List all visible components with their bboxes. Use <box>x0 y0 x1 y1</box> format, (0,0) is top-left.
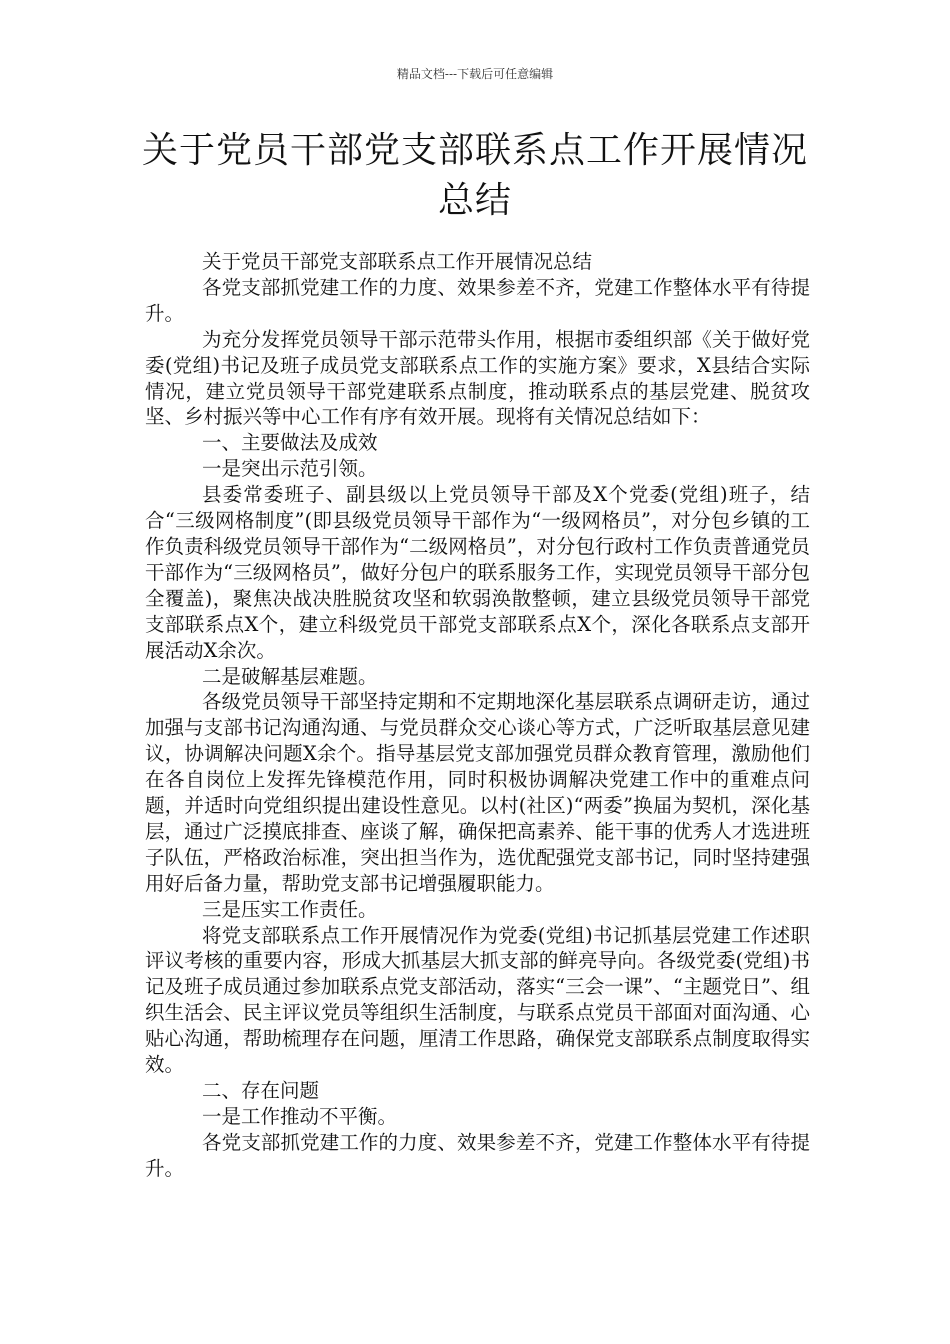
subsection-heading: 二是破解基层难题。 <box>202 664 378 688</box>
paragraph-intro-heading: 关于党员干部党支部联系点工作开展情况总结 <box>202 250 593 273</box>
paragraph: 各党支部抓党建工作的力度、效果参差不齐，党建工作整体水平有待提升。 <box>145 275 810 325</box>
section-heading: 一、主要做法及成效 <box>202 431 378 455</box>
paragraph: 为充分发挥党员领导干部示范带头作用，根据市委组织部《关于做好党委(党组)书记及班子成员党支部联系点工作的实施方案》要求，X县结合实际情况，建立党员领导干部党建联系点制度，推动联系点的基层党建、脱贫攻坚、乡村振兴等中心工作有序有效开展。现将有关情况总结如下： <box>145 327 810 429</box>
paragraph: 县委常委班子、副县级以上党员领导干部及X个党委(党组)班子，结合“三级网格制度”(即县级党员领导干部作为“一级网格员”，对分包乡镇的工作负责科级党员领导干部作为“二级网格员”，对分包行政村工作负责普通党员干部作为“三级网格员”，做好分包户的联系服务工作，实现党员领导干部分包全覆盖)，聚焦决战决胜脱贫攻坚和软弱涣散整顿，建立县级党员领导干部党支部联系点X个，建立科级党员干部党支部联系点X个，深化各联系点支部开展活动X余次。 <box>145 483 810 662</box>
paragraph: 各级党员领导干部坚持定期和不定期地深化基层联系点调研走访，通过加强与支部书记沟通沟通、与党员群众交心谈心等方式，广泛听取基层意见建议，协调解决问题X余个。指导基层党支部加强党员群众教育管理，激励他们在各自岗位上发挥先锋模范作用，同时积极协调解决党建工作中的重难点问题，并适时向党组织提出建设性意见。以村(社区)“两委”换届为契机，深化基层，通过广泛摸底排查、座谈了解，确保把高素养、能干事的优秀人才选进班子队伍，严格政治标准，突出担当作为，选优配强党支部书记，同时坚持建强用好后备力量，帮助党支部书记增强履职能力。 <box>145 690 810 895</box>
page-header-note: 精品文档---下载后可任意编辑 <box>396 67 554 81</box>
document-title: 关于党员干部党支部联系点工作开展情况总结 <box>141 130 808 221</box>
paragraph: 各党支部抓党建工作的力度、效果参差不齐，党建工作整体水平有待提升。 <box>145 1130 810 1180</box>
paragraph: 将党支部联系点工作开展情况作为党委(党组)书记抓基层党建工作述职评议考核的重要内容，形成大抓基层大抓支部的鲜亮导向。各级党委(党组)书记及班子成员通过参加联系点党支部活动，落实“三会一课”、“主题党日”、组织生活会、民主评议党员等组织生活制度，与联系点党员干部面对面沟通、心贴心沟通，帮助梳理存在问题，厘清工作思路，确保党支部联系点制度取得实效。 <box>145 923 810 1077</box>
document-body <box>145 249 810 1182</box>
subsection-heading: 一是工作推动不平衡。 <box>202 1104 398 1128</box>
subsection-heading: 三是压实工作责任。 <box>202 897 378 921</box>
section-heading: 二、存在问题 <box>202 1079 320 1102</box>
subsection-heading: 一是突出示范引领。 <box>202 457 378 481</box>
